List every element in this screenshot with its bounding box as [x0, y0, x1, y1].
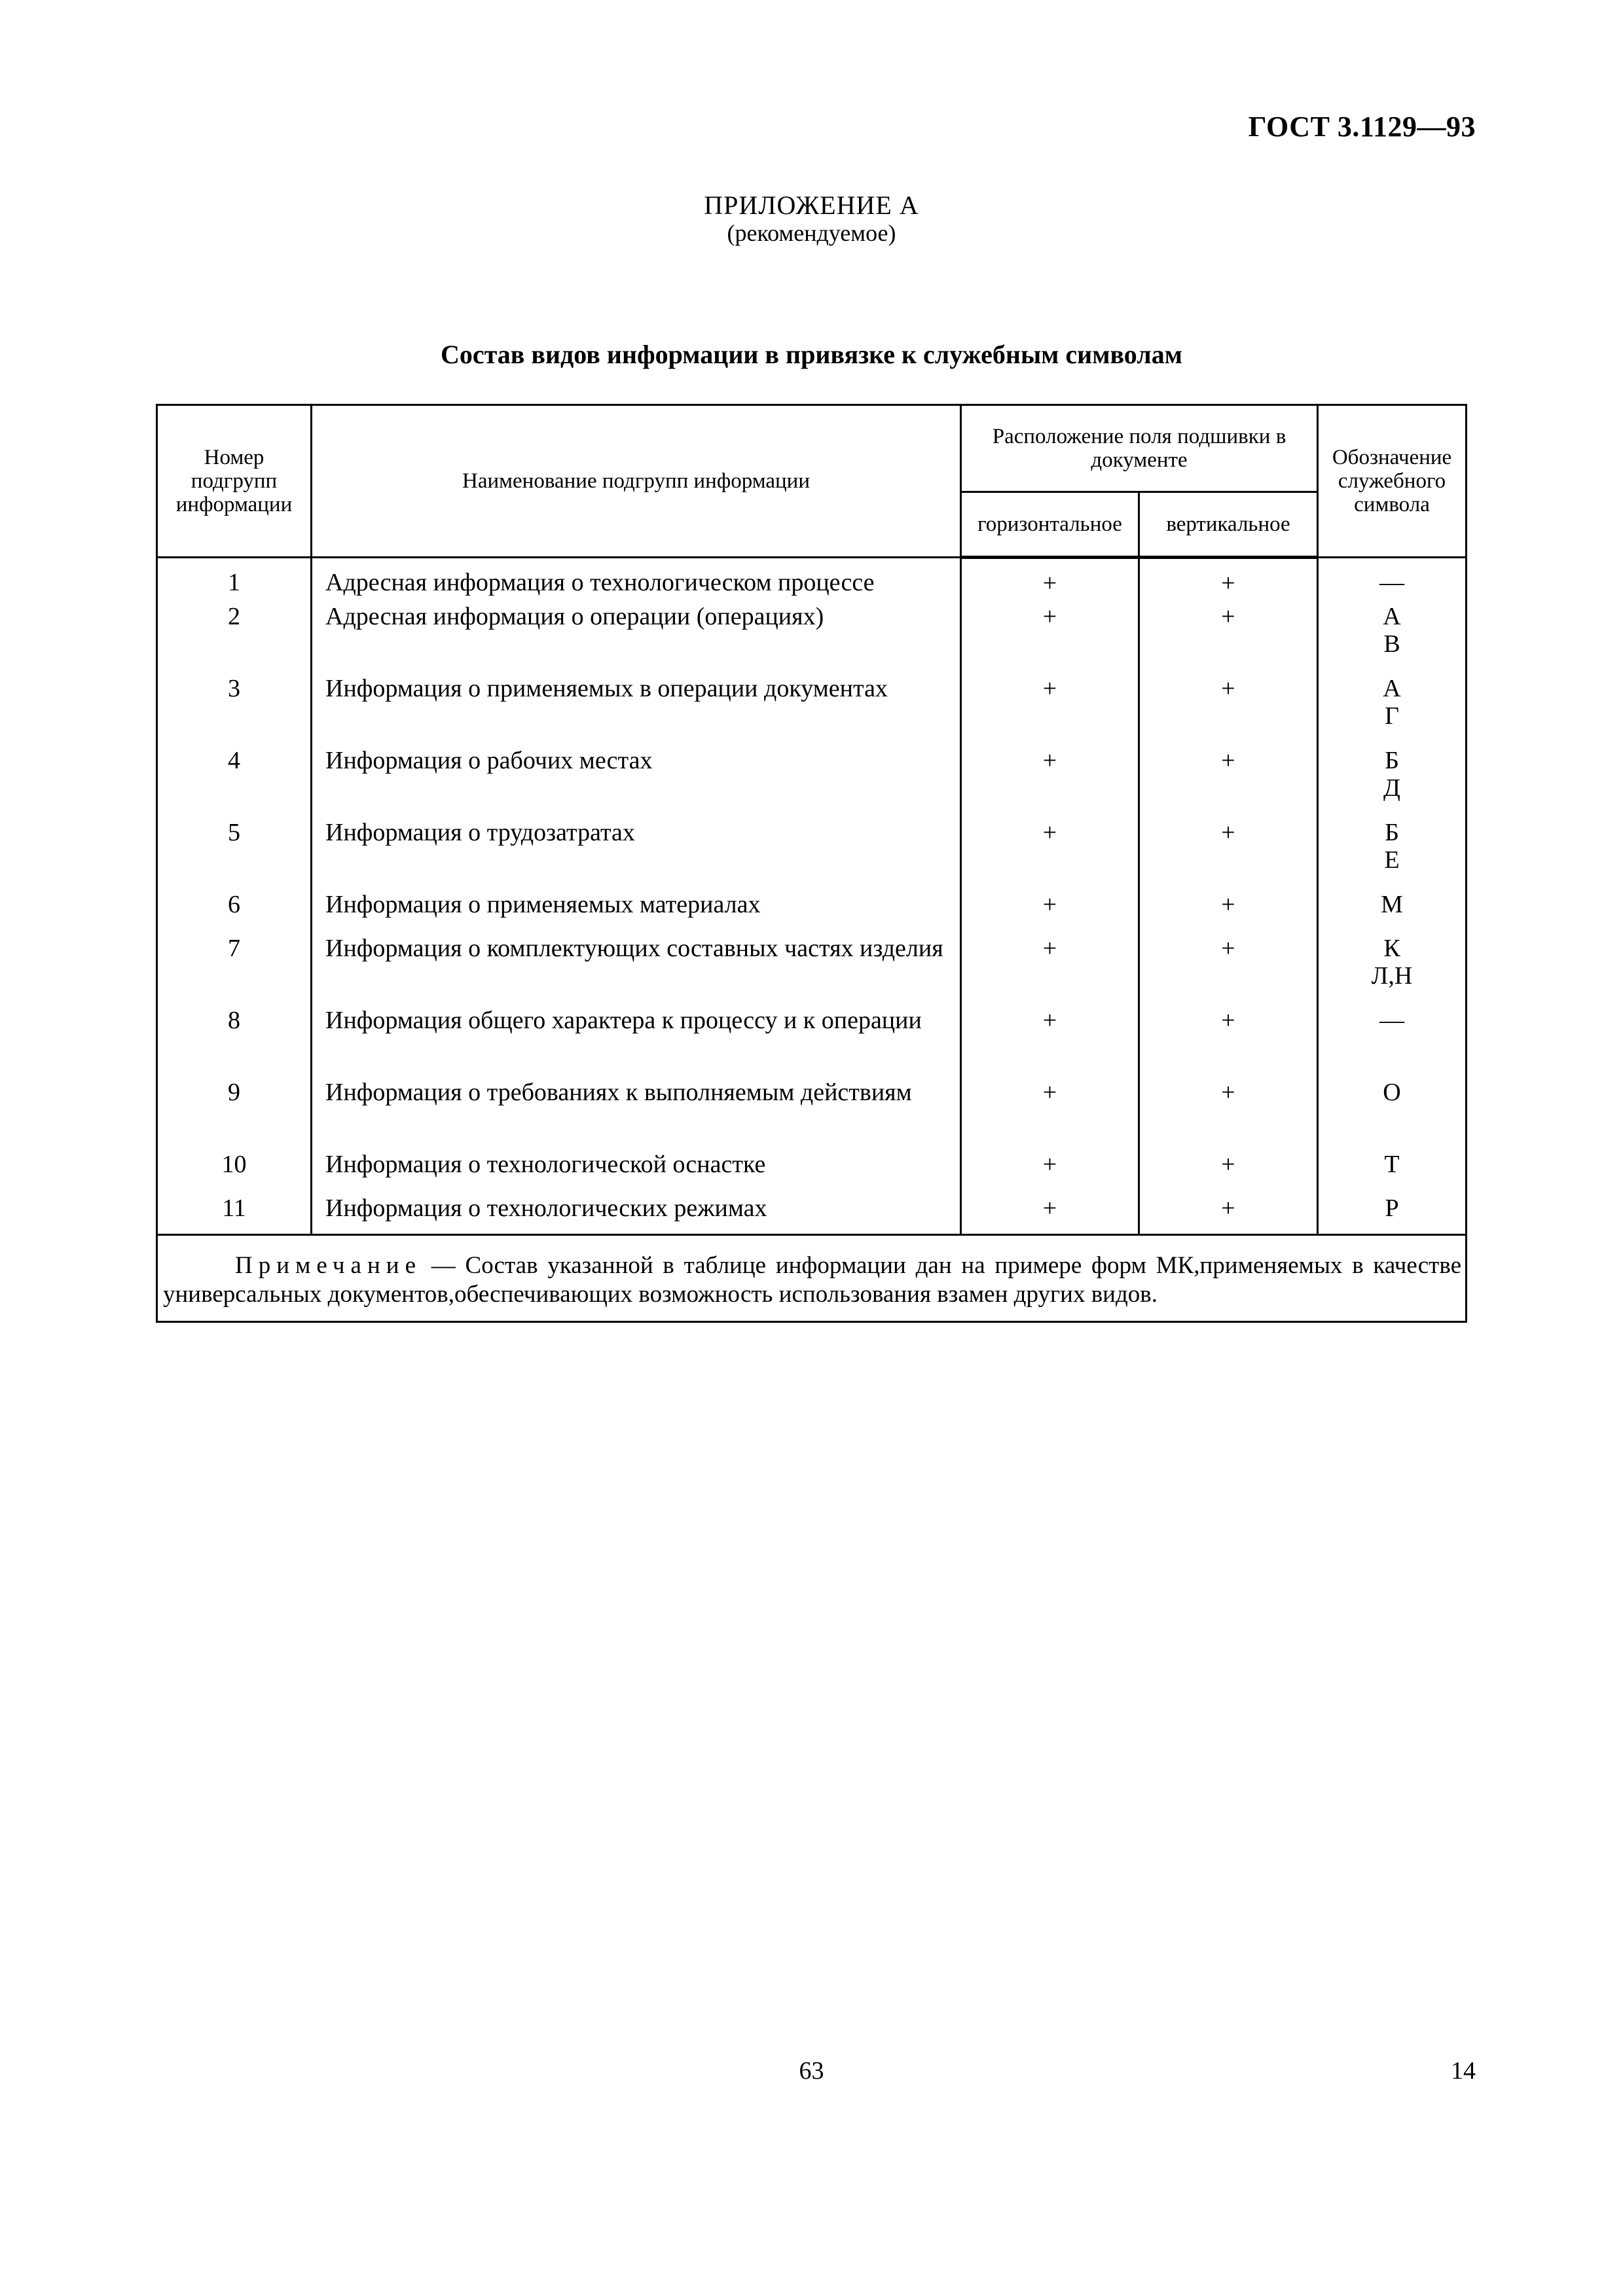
header-number: Номер подгрупп информации	[157, 405, 312, 558]
row-horizontal: +	[961, 891, 1139, 935]
row-number: 4	[157, 747, 312, 819]
row-number: 10	[157, 1151, 312, 1194]
row-name: Адресная информация о технологическом процессе	[312, 558, 961, 603]
row-symbol: Р	[1318, 1194, 1467, 1235]
row-symbol: Т	[1318, 1151, 1467, 1194]
row-number: 1	[157, 558, 312, 603]
row-number: 6	[157, 891, 312, 935]
row-symbol: А Г	[1318, 675, 1467, 747]
table-row	[157, 1079, 1467, 1151]
row-vertical: +	[1139, 675, 1318, 747]
row-vertical: +	[1139, 891, 1318, 935]
table-title: Состав видов информации в привязке к служебным символам	[441, 340, 1182, 369]
row-symbol: К Л,Н	[1318, 935, 1467, 1007]
row-name: Информация о технологической оснастке	[312, 1151, 961, 1194]
row-horizontal: +	[961, 819, 1139, 891]
table-row	[157, 935, 1467, 1007]
row-name: Информация о трудозатратах	[312, 819, 961, 891]
row-number: 11	[157, 1194, 312, 1235]
table-row	[157, 747, 1467, 819]
table-row	[157, 675, 1467, 747]
row-symbol: Б Д	[1318, 747, 1467, 819]
row-name: Информация о рабочих местах	[312, 747, 961, 819]
row-vertical: +	[1139, 1007, 1318, 1079]
row-vertical: +	[1139, 558, 1318, 603]
note-text: — Состав указанной в таблице информации дан на примере форм МК,применяемых в качестве универсальных документов,обеспечивающих возможность использования взамен других видов.	[163, 1252, 1462, 1308]
table-note	[157, 1235, 1467, 1322]
page-number: 63	[799, 2057, 824, 2085]
row-horizontal: +	[961, 1194, 1139, 1235]
row-vertical: +	[1139, 1079, 1318, 1151]
row-horizontal: +	[961, 747, 1139, 819]
table-row	[157, 1007, 1467, 1079]
table-row	[157, 603, 1467, 675]
header-horizontal: горизонтальное	[961, 492, 1139, 558]
table-row	[157, 1194, 1467, 1235]
table-row	[157, 1151, 1467, 1194]
header-vertical: вертикальное	[1139, 492, 1318, 558]
table-row	[157, 558, 1467, 603]
row-horizontal: +	[961, 603, 1139, 675]
row-horizontal: +	[961, 935, 1139, 1007]
row-vertical: +	[1139, 1194, 1318, 1235]
table-row	[157, 819, 1467, 891]
row-horizontal: +	[961, 675, 1139, 747]
note-label: Примечание	[235, 1252, 422, 1279]
row-number: 8	[157, 1007, 312, 1079]
row-horizontal: +	[961, 1007, 1139, 1079]
row-vertical: +	[1139, 603, 1318, 675]
row-number: 5	[157, 819, 312, 891]
row-symbol: Б Е	[1318, 819, 1467, 891]
appendix-title: ПРИЛОЖЕНИЕ А	[704, 190, 919, 220]
table-note-row	[157, 1235, 1467, 1322]
row-horizontal: +	[961, 1079, 1139, 1151]
row-number: 9	[157, 1079, 312, 1151]
row-symbol: М	[1318, 891, 1467, 935]
header-name: Наименование подгрупп информации	[312, 405, 961, 558]
appendix-note: (рекомендуемое)	[727, 220, 896, 246]
row-symbol: О	[1318, 1079, 1467, 1151]
page-number-right: 14	[1451, 2057, 1476, 2085]
row-name: Информация о комплектующих составных частях изделия	[312, 935, 961, 1007]
row-number: 7	[157, 935, 312, 1007]
row-horizontal: +	[961, 558, 1139, 603]
row-number: 2	[157, 603, 312, 675]
row-symbol: —	[1318, 1007, 1467, 1079]
row-name: Информация о применяемых в операции документах	[312, 675, 961, 747]
row-vertical: +	[1139, 819, 1318, 891]
row-name: Информация общего характера к процессу и к операции	[312, 1007, 961, 1079]
row-name: Информация о технологических режимах	[312, 1194, 961, 1235]
row-name: Информация о требованиях к выполняемым действиям	[312, 1079, 961, 1151]
row-name: Информация о применяемых материалах	[312, 891, 961, 935]
row-number: 3	[157, 675, 312, 747]
row-horizontal: +	[961, 1151, 1139, 1194]
row-vertical: +	[1139, 747, 1318, 819]
table-row	[157, 891, 1467, 935]
row-symbol: А В	[1318, 603, 1467, 675]
standard-number: ГОСТ 3.1129—93	[1248, 111, 1476, 143]
row-name: Адресная информация о операции (операциях)	[312, 603, 961, 675]
header-symbol: Обозначение служебного символа	[1318, 405, 1467, 558]
row-vertical: +	[1139, 1151, 1318, 1194]
header-location: Расположение поля подшивки в документе	[961, 405, 1318, 492]
row-vertical: +	[1139, 935, 1318, 1007]
row-symbol: —	[1318, 558, 1467, 603]
info-table	[156, 404, 1467, 1323]
